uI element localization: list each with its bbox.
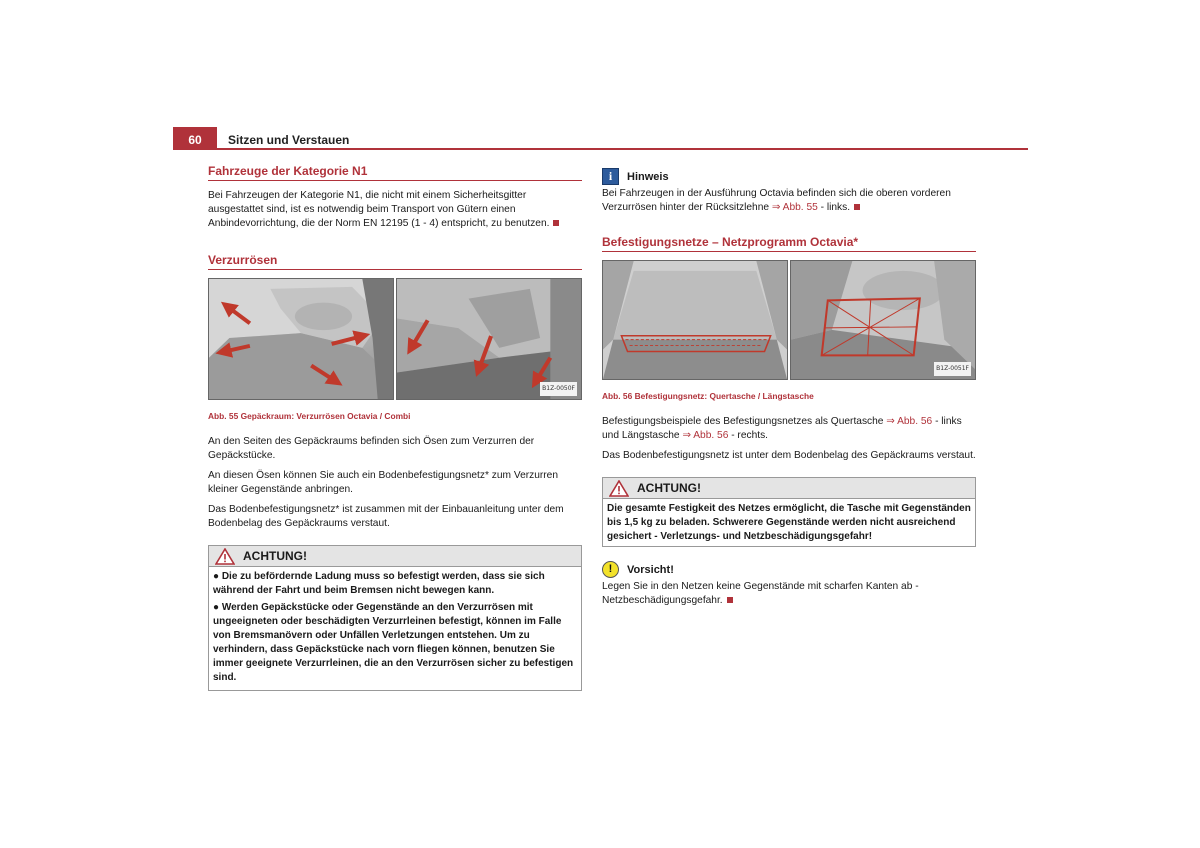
warning-bullet: ● Die zu befördernde Ladung muss so befestigt werden, dass sie sich während der Fahrt und beim Bremsen nicht bewegen kann. — [213, 571, 545, 596]
info-icon: i — [602, 168, 619, 185]
chapter-title: Sitzen und Verstauen — [228, 133, 350, 147]
figure-code: B1Z-0051F — [934, 362, 971, 376]
figure-55 — [208, 278, 582, 400]
warning-title: ACHTUNG! — [243, 549, 307, 563]
net-photo-quertasche — [602, 260, 788, 380]
arrow-icons — [209, 279, 393, 399]
left-column — [208, 164, 582, 691]
vorsicht-text — [602, 580, 976, 608]
hinweis-text-part: - links. — [817, 202, 851, 213]
end-mark-icon — [854, 204, 860, 210]
end-mark-icon — [727, 597, 733, 603]
section-heading-verzurroesen: Verzurrösen — [208, 253, 582, 270]
figure-code: B1Z-0050F — [540, 382, 577, 396]
figure-55-caption: Abb. 55 Gepäckraum: Verzurrösen Octavia / Combi — [208, 411, 411, 421]
arrow-icon — [536, 358, 550, 382]
arrow-icon — [227, 307, 249, 324]
verzurr-paragraph-3: Das Bodenbefestigungsnetz* ist zusammen mit der Einbauanleitung unter dem Bodenbelag des Gepäckraums verstaut. — [208, 504, 564, 529]
section-heading-n1: Fahrzeuge der Kategorie N1 — [208, 164, 582, 181]
warning-bullet: ● Werden Gepäckstücke oder Gegenstände an den Verzurrösen mit ungeeigneten oder beschädigten Verzurrleinen befestigt, können im Falle von Bremsmanövern oder Unfällen Verletzungen entstehen. Um zu verhindern, dass Gepäckstücke nach vorn fliegen können, benutzen Sie immer geeignete Verzurrleinen, die an den Verzurrösen sicher zu befestigen sind. — [213, 602, 574, 683]
trunk-photo-combi — [396, 278, 582, 400]
arrow-icon — [479, 336, 491, 369]
figure-56 — [602, 260, 976, 380]
n1-text: Bei Fahrzeugen der Kategorie N1, die nicht mit einem Sicherheitsgitter ausgestattet sind, ist es notwendig beim Transport von Gütern einen Anbindevorrichtung, die der Norm EN 12195 (1 - 4) entspricht, zu benutzen. — [208, 190, 550, 229]
net-photo-laengstasche — [790, 260, 976, 380]
netze-paragraph-2: Das Bodenbefestigungsnetz ist unter dem Bodenbelag des Gepäckraums verstaut. — [602, 450, 976, 461]
warning-body — [209, 567, 581, 690]
warning-title: ACHTUNG! — [637, 481, 701, 495]
arrow-icon — [332, 336, 363, 344]
right-column — [602, 168, 976, 614]
hinweis-text-part: Bei Fahrzeugen in der Ausführung Octavia befinden sich die oberen vorderen Verzurrösen hinter der Rücksitzlehne — [602, 188, 951, 213]
warning-header — [209, 546, 581, 567]
arrow-icon — [223, 346, 250, 352]
vorsicht-header — [602, 561, 976, 578]
arrow-icon — [411, 320, 427, 348]
hinweis-header — [602, 168, 976, 185]
section-heading-netze: Befestigungsnetze – Netzprogramm Octavia* — [602, 235, 976, 252]
figure-56-caption: Abb. 56 Befestigungsnetz: Quertasche / Längstasche — [602, 391, 814, 401]
verzurr-paragraph-2: An diesen Ösen können Sie auch ein Bodenbefestigungsnetz* zum Verzurren kleiner Gegenstände anbringen. — [208, 470, 559, 495]
warning-bullet-text: Die zu befördernde Ladung muss so befestigt werden, dass sie sich während der Fahrt und beim Bremsen nicht bewegen kann. — [213, 571, 545, 596]
xref-link[interactable]: ⇒ Abb. 56 — [886, 416, 933, 427]
warning-triangle-icon — [609, 480, 629, 497]
warning-body: Die gesamte Festigkeit des Netzes ermöglicht, die Tasche mit Gegenständen bis 1,5 kg zu beladen. Schwerere Gegenstände werden nicht ausreichend gesichert - Verletzungs- und Netzbeschädigungsgefahr! — [607, 503, 971, 542]
vorsicht-title: Vorsicht! — [627, 563, 674, 576]
warning-header — [603, 478, 975, 499]
warning-triangle-icon — [215, 548, 235, 565]
netze-text-part: Befestigungsbeispiele des Befestigungsnetzes als Quertasche — [602, 416, 887, 427]
vorsicht-text-body: Legen Sie in den Netzen keine Gegenstände mit scharfen Kanten ab - Netzbeschädigungsgefahr. — [602, 581, 919, 606]
warning-bullet-text: Werden Gepäckstücke oder Gegenstände an den Verzurrösen mit ungeeigneten oder beschädigten Verzurrleinen befestigt, können im Falle von Bremsmanövern oder Unfällen Verletzungen entstehen. Um zu verhindern, dass Gepäckstücke nach vorn fliegen können, benutzen Sie immer geeignete Verzurrleinen, die an den Verzurrösen sicher zu befestigen sind. — [213, 602, 574, 683]
arrow-icons — [397, 279, 581, 399]
netze-text-part: - links und Längstasche — [602, 416, 962, 441]
caution-icon: ! — [602, 561, 619, 578]
netze-text-part: - rechts. — [728, 430, 769, 441]
verzurr-paragraph-1: An den Seiten des Gepäckraums befinden sich Ösen zum Verzurren der Gepäckstücke. — [208, 436, 535, 461]
net-photo-quertasche-image — [603, 261, 787, 379]
hinweis-text — [602, 187, 976, 215]
arrow-icon — [311, 366, 336, 382]
hinweis-title: Hinweis — [627, 170, 669, 183]
warning-box-right — [602, 477, 976, 547]
trunk-photo-octavia — [208, 278, 394, 400]
page-number: 60 — [173, 127, 217, 149]
n1-paragraph — [208, 189, 582, 231]
end-mark-icon — [553, 220, 559, 226]
header-rule — [173, 148, 1028, 150]
warning-box-left — [208, 545, 582, 691]
xref-link[interactable]: ⇒ Abb. 55 — [771, 202, 818, 213]
xref-link[interactable]: ⇒ Abb. 56 — [682, 430, 729, 441]
netze-paragraph-1 — [602, 415, 976, 443]
